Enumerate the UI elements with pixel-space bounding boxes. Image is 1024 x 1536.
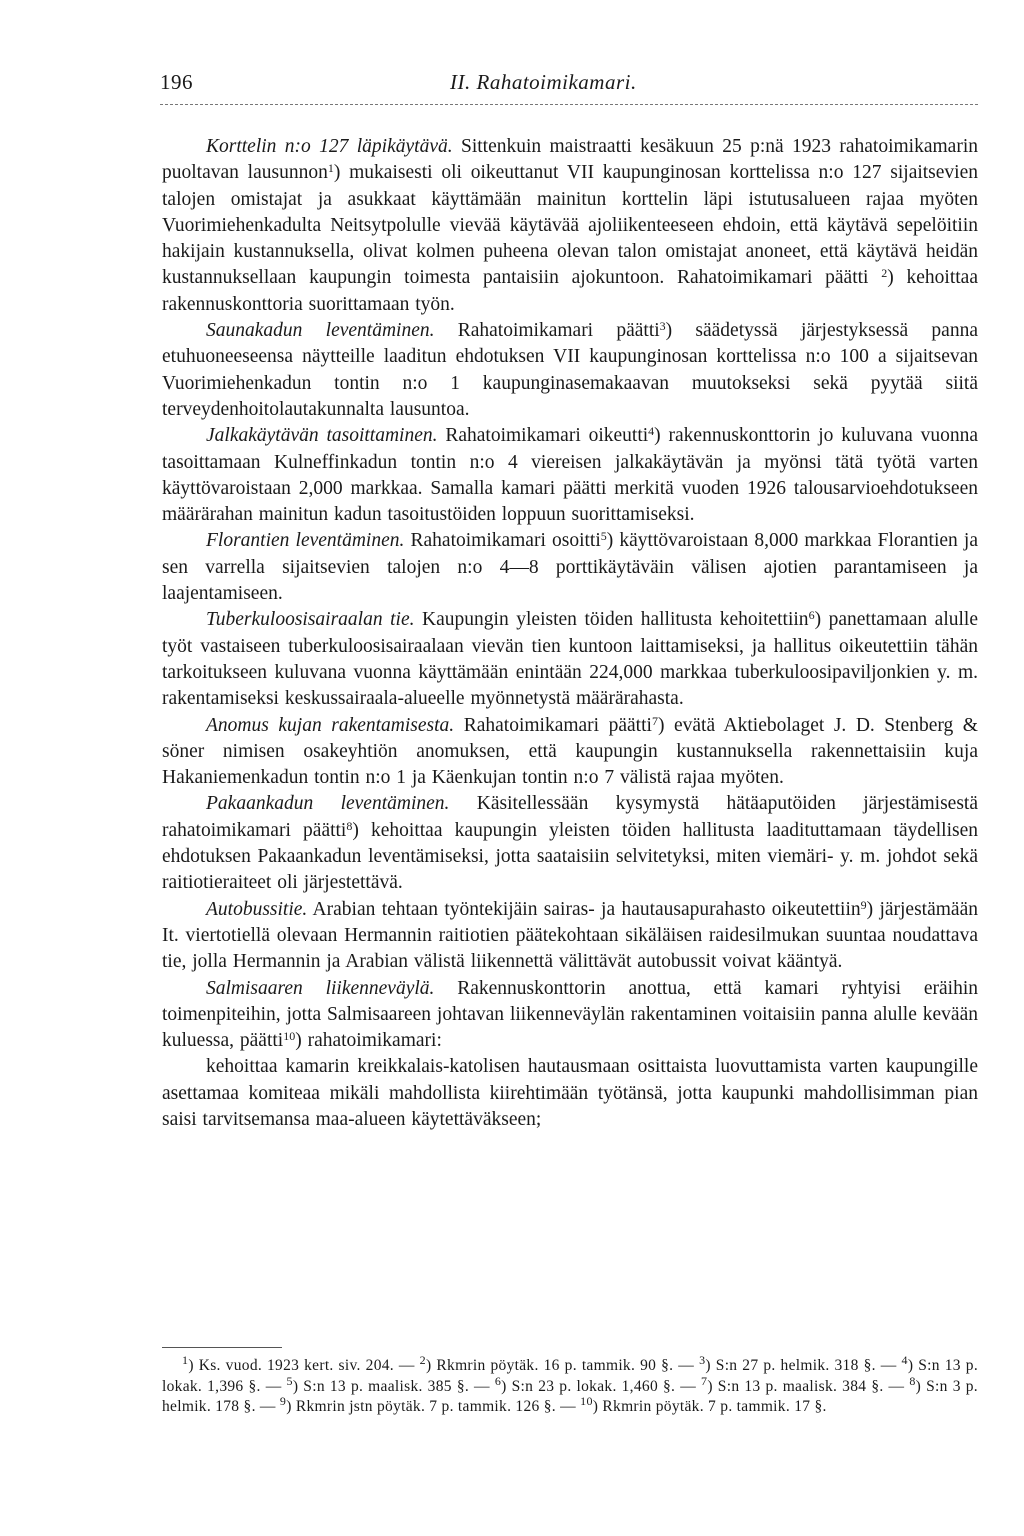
text-run: ) säädetyssä järjestyksessä panna etuhuoneeseensa näytteille laaditun ehdotuksen VII kaupunginosan korttelissa n:o 100 a sijaitsevan Vuorimiehenkadun tontin n:o 1 kaupunginasemakaavan muutokseksi sekä pyytää siitä terveydenhoitolautakunnalta lausuntoa. — [162, 320, 978, 420]
footnote-ref: 3 — [699, 1353, 706, 1367]
text-run: ) Rkmrin pöytäk. 16 p. tammik. 90 §. — — [425, 1357, 700, 1374]
footnote-ref: 7 — [651, 713, 658, 728]
section-paragraph — [162, 318, 978, 423]
text-run: Sittenkuin maistraatti kesäkuun 25 p:nä 1923 rahatoimikamarin puoltavan lausunnon — [162, 136, 978, 184]
header-divider — [160, 104, 978, 105]
text-run: Rahatoimikamari oikeutti — [437, 425, 649, 447]
footnote-ref: 4 — [648, 424, 655, 439]
section-paragraph — [162, 607, 978, 712]
text-run: ) mukaisesti oli oikeuttanut VII kaupunginosan korttelissa n:o 127 sijaitsevien talojen omistajat ja asukkaat käyttämään mainitun korttelin läpi istutusalueen rajaa myöten Vuorimiehenkadulta Neitsytpolulle vievää käytävää ajoliikenteeseen ehdoin, että käytävä sepelöitiin hakijain kustannuksella, olivat kolmen puheena olevan talon omistajat anoneet, että käytävä heidän kustannuksellaan kaupungin toimesta pantaisiin ajokuntoon. Rahatoimikamari päätti — [162, 162, 978, 289]
text-run: ) Rkmrin pöytäk. 7 p. tammik. 17 §. — [592, 1398, 827, 1415]
footnote-ref: 6 — [494, 1373, 502, 1388]
footnote-ref: 2 — [881, 266, 888, 281]
text-run: Rahatoimikamari päätti — [434, 320, 660, 342]
footnote-ref: 5 — [600, 529, 607, 544]
section-heading: Pakaankadun leventäminen. — [206, 793, 450, 815]
section-paragraph — [162, 1054, 978, 1133]
section-paragraph — [162, 134, 978, 318]
text-run: ) S:n 23 p. lokak. 1,460 §. — — [501, 1377, 702, 1395]
text-run: ) Ks. vuod. 1923 kert. siv. 204. — — [188, 1357, 420, 1374]
text-run: ) rahatoimikamari: — [295, 1030, 442, 1052]
footnote-ref: 1 — [182, 1353, 189, 1367]
text-run: ) S:n 13 p. maalisk. 384 §. — — [707, 1377, 910, 1395]
section-heading: Florantien leventäminen. — [206, 530, 405, 552]
text-run: Rahatoimikamari päätti — [454, 714, 652, 736]
section-paragraph — [162, 976, 978, 1055]
section-heading: Anomus kujan rakentamisesta. — [206, 714, 455, 736]
text-run: ) S:n 13 p. lokak. 1,396 §. — — [162, 1357, 979, 1395]
text-run: ) panettamaan alulle työt vastaiseen tuberkuloosisairaalaan vievän tien kuntoon laittamiseksi, ja hallitus oikeutettiin tähän tarkoitukseen kuluvana vuonna käyttämään enintään 224,000 markkaa tuberkuloosipaviljonkien y. m. rakentamiseksi keskussairaala-alueelle myönnetystä määrärahasta. — [162, 609, 978, 710]
footnote-ref: 10 — [283, 1029, 296, 1044]
section-heading: Saunakadun leventäminen. — [206, 320, 435, 342]
footnote-ref: 8 — [346, 818, 353, 833]
footnote-ref: 9 — [860, 897, 867, 912]
section-paragraph — [162, 423, 978, 528]
text-run: ) evätä Aktiebolaget J. D. Stenberg & söner nimisen osakeyhtiön anomuksen, että kaupungin kustannuksella rakennettaisiin kuja Hakaniemenkadun tontin n:o 1 ja Käenkujan tontin n:o 7 välistä rajaa myöten. — [162, 714, 978, 789]
footnote-ref: 4 — [901, 1353, 908, 1367]
running-title: II. Rahatoimikamari. — [450, 70, 637, 94]
footnote-ref: 10 — [580, 1394, 593, 1408]
text-run: Rakennuskonttorin anottua, että kamari ryhtyisi eräihin toimenpiteihin, jotta Salmisaareen johtavan liikenneväylän rakentaminen voitaisiin panna alulle kevään kuluessa, päätti — [162, 977, 978, 1052]
text-run: Käsitellessään kysymystä hätäaputöiden järjestämisestä rahatoimikamari päätti — [162, 793, 978, 841]
text-run: kehoittaa kamarin kreikkalais-katolisen hautausmaan osittaista luovuttamista varten kaupungille asettamaa komiteaa mikäli mahdollista kiirehtimään työtänsä, jotta kaupunki mahdollisimman pian saisi tarvitsemansa maa-alueen käytettäväkseen; — [162, 1056, 978, 1130]
footnotes — [162, 1353, 979, 1418]
footnote-ref: 6 — [808, 608, 815, 623]
text-run: ) Rkmrin jstn pöytäk. 7 p. tammik. 126 §. — — [286, 1398, 581, 1415]
footnote-ref: 9 — [279, 1394, 287, 1408]
text-run: ) käyttövaroistaan 8,000 markkaa Florantien ja sen varrella sijaitsevien talojen n:o 4—8 porttikäytäväin välisen ajotien parantamiseen ja laajentamiseen. — [162, 530, 978, 605]
text-run: ) S:n 13 p. maalisk. 385 §. — — [292, 1377, 495, 1395]
section-heading: Salmisaaren liikenneväylä. — [206, 977, 435, 999]
text-run: ) järjestämään It. viertotiellä olevaan Hermannin raitiotien päätekohtaan sikäläisen raidesilmukan suuntaa noudattava tie, jolla Hermannin ja Arabian välistä liikennettä välittävät autobussit voivat kääntyä. — [162, 898, 978, 973]
section-paragraph — [162, 528, 978, 607]
text-run: Rahatoimikamari osoitti — [404, 530, 601, 552]
footnote-ref: 2 — [419, 1353, 426, 1367]
text-run: ) S:n 27 p. helmik. 318 §. — — [705, 1357, 902, 1374]
section-paragraph — [162, 791, 978, 896]
footnote-ref: 1 — [327, 161, 334, 176]
footnote-ref: 3 — [659, 319, 666, 334]
footnote-divider — [162, 1347, 282, 1348]
footnote-ref: 7 — [701, 1373, 708, 1388]
section-heading: Tuberkuloosisairaalan tie. — [206, 609, 415, 631]
text-run: ) rakennuskonttorin jo kuluvana vuonna tasoittamaan Kulneffinkadun tontin n:o 4 viereisen jalkakäytävän ja myönsi tätä työtä varten käyttövaroistaan 2,000 markkaa. Samalla kamari päätti merkitä vuoden 1926 talousarvioehdotukseen määrärahan mainitun kadun tasoitustöiden loppuun suorittamiseksi. — [162, 425, 979, 526]
text-run: ) kehoittaa rakennuskonttoria suorittamaan työn. — [162, 267, 978, 315]
footnote-ref: 5 — [286, 1373, 293, 1388]
section-heading: Korttelin n:o 127 läpikäytävä. — [206, 136, 453, 157]
text-run: Arabian tehtaan työntekijäin sairas- ja hautausapurahasto oikeutettiin — [307, 898, 861, 920]
text-run: Kaupungin yleisten töiden hallitusta kehoitettiin — [414, 609, 809, 631]
section-paragraph — [162, 713, 978, 792]
text-run: ) S:n 3 p. helmik. 178 §. — — [162, 1377, 978, 1415]
body-text — [162, 134, 978, 1133]
page-number: 196 — [160, 70, 193, 94]
section-heading: Jalkakäytävän tasoittaminen. — [206, 425, 438, 447]
section-heading: Autobussitie. — [206, 898, 308, 920]
section-paragraph — [162, 897, 978, 976]
text-run: ) kehoittaa kaupungin yleisten töiden hallitusta laadituttamaan täydellisen ehdotuksen Pakaankadun leventämiseksi, jotta saataisiin selvitetyksi, miten viemäri- y. m. johdot sekä raitiotieraiteet oli järjestettävä. — [162, 819, 978, 894]
footnote-ref: 8 — [909, 1373, 916, 1388]
